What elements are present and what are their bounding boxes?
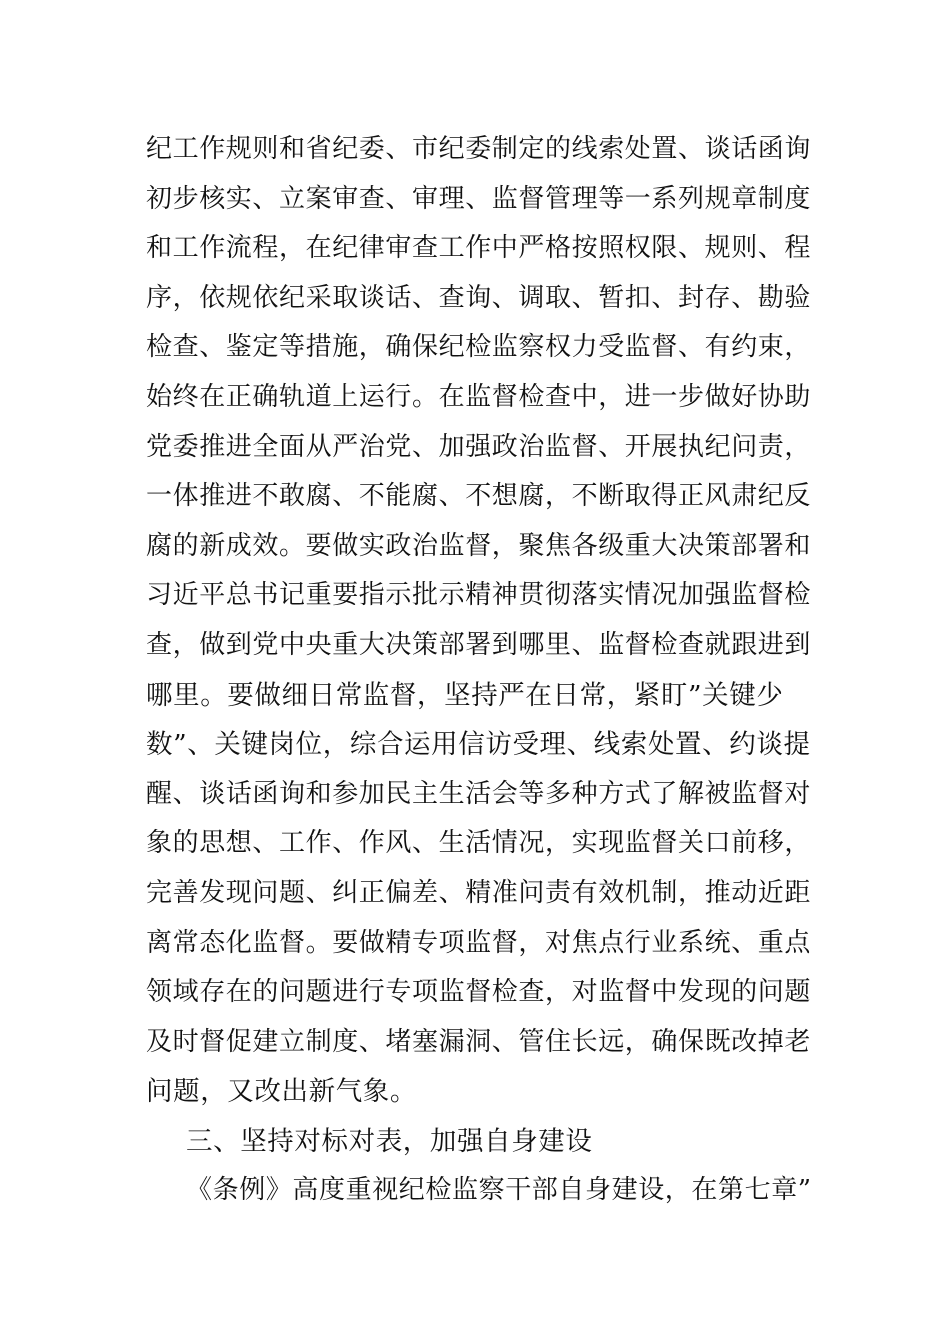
document-body xyxy=(146,125,816,1216)
text-line: 序，依规依纪采取谈话、查询、调取、暂扣、封存、勘验 xyxy=(146,282,812,313)
text-line: 查，做到党中央重大决策部署到哪里、监督检查就跟进到 xyxy=(146,629,812,660)
text-line: 哪里。要做细日常监督，坚持严在日常，紧盯”关键少 xyxy=(146,679,784,711)
text-line: 象的思想、工作、作风、生活情况，实现监督关口前移， xyxy=(146,828,812,859)
text-line: 习近平总书记重要指示批示精神贯彻落实情况加强监督检 xyxy=(146,580,812,611)
text-line: 一体推进不敢腐、不能腐、不想腐，不断取得正风肃纪反 xyxy=(146,481,812,512)
text-line: 领域存在的问题进行专项监督检查，对监督中发现的问题 xyxy=(146,977,812,1008)
text-line: 纪工作规则和省纪委、市纪委制定的线索处置、谈话函询 xyxy=(146,134,812,164)
text-line: 初步核实、立案审查、审理、监督管理等一系列规章制度 xyxy=(146,183,812,214)
text-line: 离常态化监督。要做精专项监督，对焦点行业系统、重点 xyxy=(146,927,812,958)
paragraph-2-first-line: 《条例》高度重视纪检监察干部自身建设，在第七章” xyxy=(186,1175,812,1206)
paragraph-1 xyxy=(146,125,816,1117)
text-line: 始终在正确轨道上运行。在监督检查中，进一步做好协助 xyxy=(146,381,812,412)
text-line: 数”、关键岗位，综合运用信访受理、线索处置、约谈提 xyxy=(146,729,811,761)
text-line: 党委推进全面从严治党、加强政治监督、开展执纪问责， xyxy=(146,431,812,462)
section-heading: 三、坚持对标对表，加强自身建设 xyxy=(186,1125,593,1157)
text-line: 检查、鉴定等措施，确保纪检监察权力受监督、有约束， xyxy=(146,332,812,363)
text-line: 和工作流程，在纪律审查工作中严格按照权限、规则、程 xyxy=(146,233,812,264)
text-line: 醒、谈话函询和参加民主生活会等多种方式了解被监督对 xyxy=(146,778,812,809)
text-line: 完善发现问题、纠正偏差、精准问责有效机制，推动近距 xyxy=(146,877,812,908)
text-line: 及时督促建立制度、堵塞漏洞、管住长远，确保既改掉老 xyxy=(146,1026,812,1057)
text-line: 问题，又改出新气象。 xyxy=(146,1076,417,1108)
text-line: 腐的新成效。要做实政治监督，聚焦各级重大决策部署和 xyxy=(146,530,812,561)
